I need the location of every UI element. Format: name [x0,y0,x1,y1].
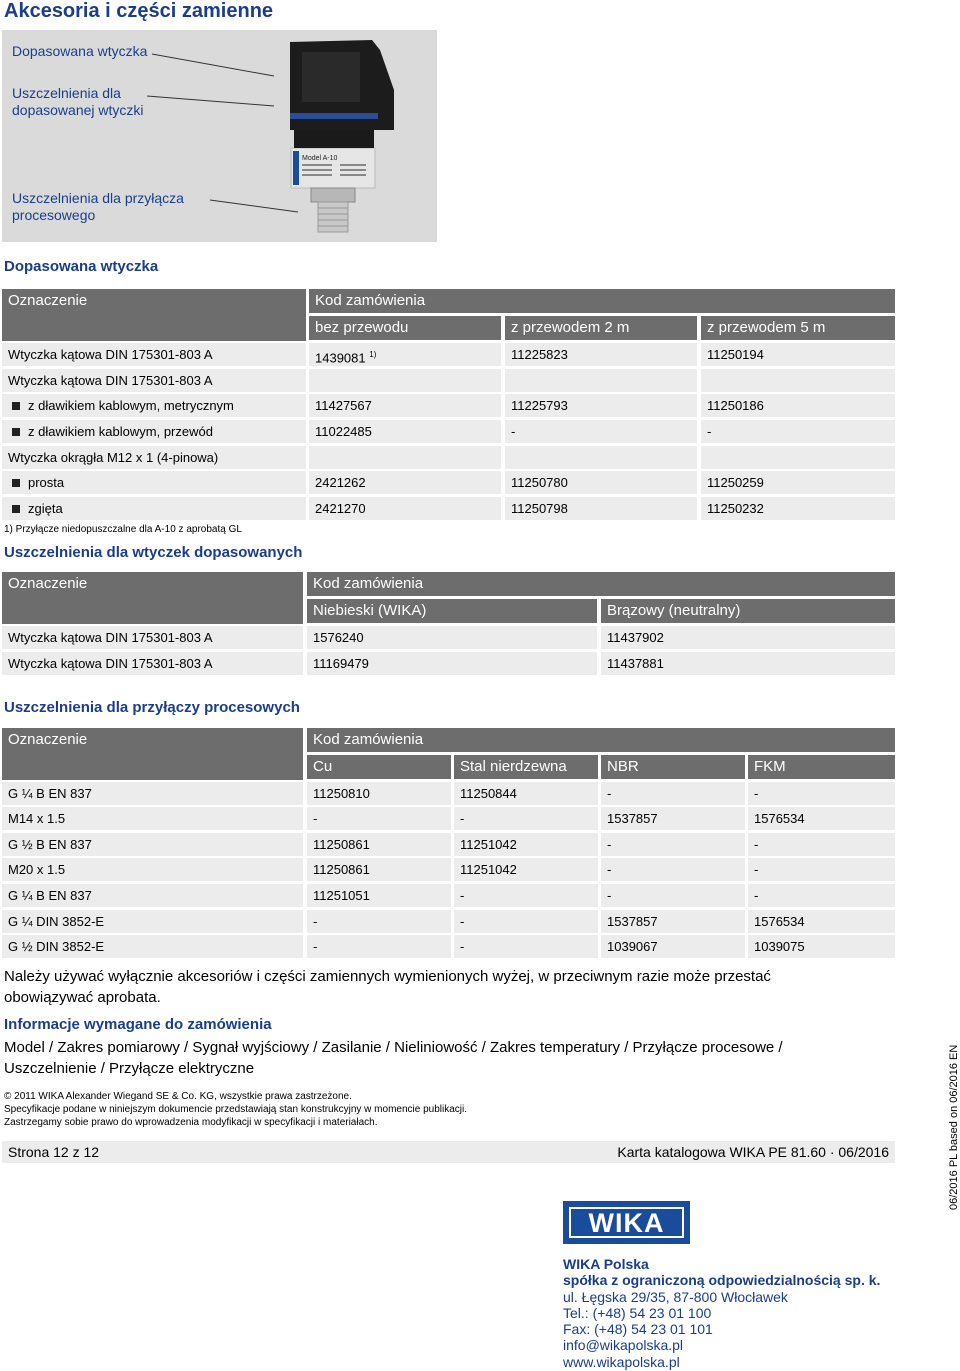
table3-row-c2: - [454,910,598,933]
table3-row-label: M20 x 1.5 [2,858,303,881]
table2-row-c1: 1576240 [307,626,597,649]
table3-row-label: G ¼ B EN 837 [2,782,303,805]
table3-row-c4: 1576534 [748,910,895,933]
table3-row-c2: - [454,807,598,830]
table1-row-c3: 11250186 [701,394,895,417]
table1-row-c2: 11225793 [505,394,697,417]
figure-label-seal-plug-1: Uszczelnienia dla [12,85,121,101]
table3-row-c4: - [748,833,895,856]
ordering-text: Model / Zakres pomiarowy / Sygnał wyjściowy / Zasilanie / Nieliniowość / Zakres temperatury / Przyłącze procesowe / Uszczelnienie / Przyłącze elektryczne [4,1039,783,1077]
table3-row-c3: - [601,782,745,805]
table1-row-label: Wtyczka kątowa DIN 175301-803 A [2,369,306,392]
table1-row-label: zgięta [2,497,306,520]
table2-header-designation: Oznaczenie [2,572,303,624]
notice-text: Należy używać wyłącznie akcesoriów i części zamiennych wymienionych wyżej, w przeciwnym razie może przestać obowiązywać aprobata. [4,968,771,1006]
table1-row-c1: 11022485 [309,420,501,443]
page-number: Strona 12 z 12 [8,1144,100,1160]
ordering-title: Informacje wymagane do zamówienia [4,1016,272,1033]
table3-row-label: G ¼ DIN 3852-E [2,910,303,933]
product-figure [2,30,437,242]
table1-row-c3: 11250232 [701,497,895,520]
pressure-transmitter-drawing [2,30,437,242]
table3-row-c2: - [454,884,598,907]
table2-subheader: Brązowy (neutralny) [601,599,895,623]
company-phone: Tel.: (+48) 54 23 01 100 [563,1304,712,1321]
table1-row-c2: 11250798 [505,497,697,520]
table3-row-c3: - [601,833,745,856]
table1-row-c1: 2421262 [309,471,501,494]
company-fax: Fax: (+48) 54 23 01 101 [563,1321,713,1338]
table3-row-c4: 1039075 [748,935,895,958]
table1-row-c2: 11250780 [505,471,697,494]
table1-subheader: bez przewodu [309,316,501,340]
legal-line-3: Zastrzegamy sobie prawo do wprowadzenia modyfikacji w specyfikacji i materiałach. [4,1117,378,1128]
table3-row-c3: 1537857 [601,910,745,933]
table3-row-label: M14 x 1.5 [2,807,303,830]
table3-row-label: G ½ B EN 837 [2,833,303,856]
table2-header-order-code: Kod zamówienia [307,572,895,596]
section-title-plug-seals: Uszczelnienia dla wtyczek dopasowanych [4,544,303,561]
table1-header-order-code: Kod zamówienia [309,289,895,313]
table1-row-c2 [505,446,697,469]
page-title: Akcesoria i części zamienne [4,0,274,22]
table2-subheader: Niebieski (WIKA) [307,599,597,623]
table1-row-c1 [309,369,501,392]
table1-row-c3 [701,446,895,469]
table3-row-c3: 1039067 [601,935,745,958]
table3-header-designation: Oznaczenie [2,728,303,780]
table3-row-c1: - [307,807,451,830]
table3-row-label: G ¼ B EN 837 [2,884,303,907]
table1-row-label: z dławikiem kablowym, metrycznym [2,394,306,417]
table3-row-c1: - [307,935,451,958]
figure-label-seal-process-1: Uszczelnienia dla przyłącza [12,190,184,206]
company-legal-name: spółka z ograniczoną odpowiedzialnością sp. k. [563,1272,881,1289]
table3-row-c4: - [748,782,895,805]
table1-subheader: z przewodem 2 m [505,316,697,340]
figure-label-seal-plug-2: dopasowanej wtyczki [12,102,144,118]
company-email[interactable]: info@wikapolska.pl [563,1337,684,1354]
table1-footnote: 1) Przyłącze niedopuszczalne dla A-10 z aprobatą GL [4,524,242,535]
table3-subheader: NBR [601,755,745,779]
footer-bar [2,1141,895,1163]
table1-row-c3 [701,369,895,392]
table2-row-label: Wtyczka kątowa DIN 175301-803 A [2,626,303,649]
table1-row-c3: - [701,420,895,443]
table1-row-c1: 2421270 [309,497,501,520]
section-title-plug: Dopasowana wtyczka [4,258,159,275]
table3-row-c2: 11251042 [454,858,598,881]
company-address: ul. Łęgska 29/35, 87-800 Włocławek [563,1288,788,1305]
table3-row-c1: 11250810 [307,782,451,805]
table1-row-c3: 11250259 [701,471,895,494]
table3-row-label: G ½ DIN 3852-E [2,935,303,958]
wika-logo [563,1201,690,1244]
table3-row-c1: - [307,910,451,933]
table3-row-c3: 1537857 [601,807,745,830]
table3-subheader: Stal nierdzewna [454,755,598,779]
table2-row-label: Wtyczka kątowa DIN 175301-803 A [2,652,303,675]
table3-row-c1: 11250861 [307,833,451,856]
company-name: WIKA Polska [563,1256,649,1272]
table1-row-c2: - [505,420,697,443]
company-website[interactable]: www.wikapolska.pl [563,1353,680,1370]
table3-row-c4: 1576534 [748,807,895,830]
table1-row-c2 [505,369,697,392]
table2-row-c2: 11437881 [601,652,895,675]
table1-header-designation: Oznaczenie [2,289,306,341]
table1-row-c1-value: 1439081 [315,350,366,366]
table3-subheader: FKM [748,755,895,779]
table3-row-c2: - [454,935,598,958]
table3-row-c2: 11250844 [454,782,598,805]
table3-row-c4: - [748,858,895,881]
table3-row-c4: - [748,884,895,907]
table3-subheader: Cu [307,755,451,779]
table3-row-c2: 11251042 [454,833,598,856]
table3-row-c1: 11251051 [307,884,451,907]
table3-row-c3: - [601,858,745,881]
table1-row-c3: 11250194 [701,343,895,366]
catalog-reference: Karta katalogowa WIKA PE 81.60 · 06/2016 [617,1144,889,1160]
figure-label-plug: Dopasowana wtyczka [12,43,148,59]
section-title-process-seals: Uszczelnienia dla przyłączy procesowych [4,699,300,716]
model-text: Model A-10 [302,155,338,162]
table1-row-label: Wtyczka okrągła M12 x 1 (4-pinowa) [2,446,306,469]
company-address-block [563,1256,880,1370]
table3-row-c3: - [601,884,745,907]
table1-subheader: z przewodem 5 m [701,316,895,340]
edition-note: 06/2016 PL based on 06/2016 EN [948,1044,960,1210]
legal-line-2: Specyfikacje podane w niniejszym dokumencie przedstawiają stan konstrukcyjny w momencie publikacji. [4,1104,467,1115]
table1-row-c1 [309,343,501,366]
table1-row-c2: 11225823 [505,343,697,366]
table1-row-c1: 11427567 [309,394,501,417]
figure-label-seal-process-2: procesowego [12,207,96,223]
table3-row-c1: 11250861 [307,858,451,881]
table1-row-label: z dławikiem kablowym, przewód [2,420,306,443]
table3-header-order-code: Kod zamówienia [307,728,895,752]
legal-line-1: © 2011 WIKA Alexander Wiegand SE & Co. KG, wszystkie prawa zastrzeżone. [4,1091,352,1102]
table1-row-label: prosta [2,471,306,494]
table2-row-c2: 11437902 [601,626,895,649]
table1-row-label: Wtyczka kątowa DIN 175301-803 A [2,343,306,366]
wika-logo-text: WIKA [569,1207,684,1238]
table1-row-c1 [309,446,501,469]
footnote-marker: 1) [369,350,377,359]
table2-row-c1: 11169479 [307,652,597,675]
